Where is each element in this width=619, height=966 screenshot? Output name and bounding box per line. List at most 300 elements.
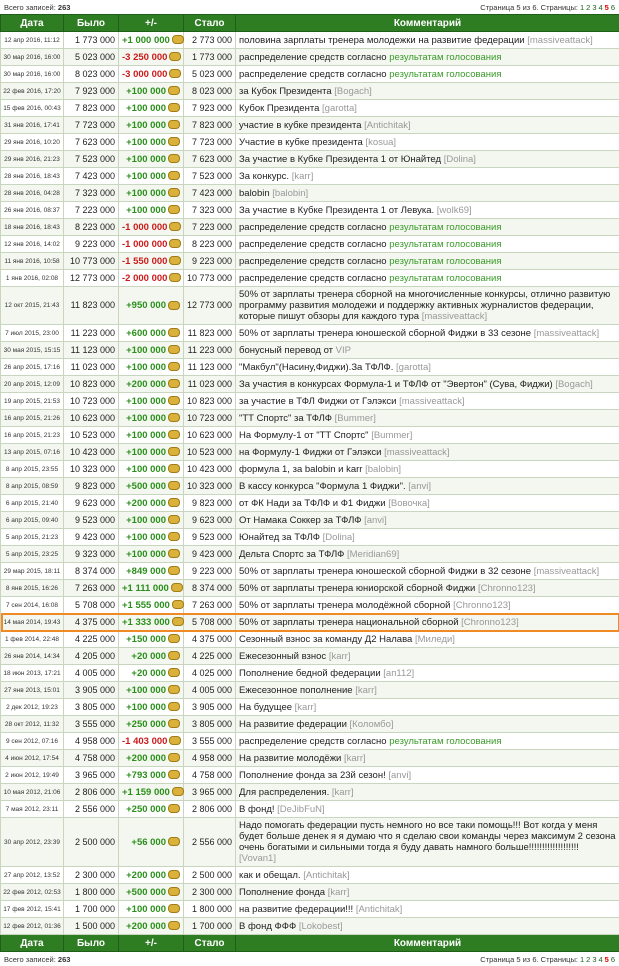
table-row [1,801,619,818]
row-delta [119,716,184,733]
row-delta [119,461,184,478]
row-before: 1 500 000 [64,918,119,935]
table-row [1,376,619,393]
row-comment-text: 50% от зарплаты тренера национальной сборной [239,617,459,628]
row-after: 12 773 000 [184,287,236,325]
row-delta [119,168,184,185]
row-date: 12 фев 2012, 01:36 [1,918,64,935]
row-comment [236,918,619,935]
coin-icon [168,668,180,677]
row-user[interactable]: [DeJibFuN] [277,804,325,815]
coin-icon [168,566,180,575]
top-bar [0,0,619,14]
table-row [1,818,619,867]
col-date: Дата [1,15,64,32]
row-delta-value: +100 000 [126,171,166,182]
row-comment [236,818,619,867]
table-row [1,393,619,410]
row-before: 7 423 000 [64,168,119,185]
row-delta [119,918,184,935]
row-after: 7 423 000 [184,185,236,202]
row-date: 17 фев 2012, 15:41 [1,901,64,918]
row-comment-text: участие в кубке президента [239,120,362,131]
row-before: 10 773 000 [64,253,119,270]
table-row [1,631,619,648]
row-delta [119,49,184,66]
row-date: 7 сен 2014, 16:08 [1,597,64,614]
row-date: 4 июн 2012, 17:54 [1,750,64,767]
row-before: 9 323 000 [64,546,119,563]
row-before: 9 223 000 [64,236,119,253]
row-user[interactable]: [Meridian69] [347,549,399,560]
table-row [1,495,619,512]
col-comment-foot: Комментарий [236,935,619,952]
row-user[interactable]: [Antichitak] [364,120,410,131]
pagination: Страница 5 из 6. Страницы: 1 2 3 4 5 6 [480,3,615,12]
coin-icon [168,345,180,354]
table-row [1,151,619,168]
row-delta [119,83,184,100]
row-after: 10 323 000 [184,478,236,495]
row-comment [236,580,619,597]
table-row [1,699,619,716]
row-user[interactable]: [massiveattack] [534,328,599,339]
table-row [1,287,619,325]
table-row [1,478,619,495]
row-delta [119,546,184,563]
row-before: 1 773 000 [64,32,119,49]
table-row [1,117,619,134]
row-user[interactable]: [Коломбо] [350,719,394,730]
row-date: 27 апр 2012, 13:52 [1,867,64,884]
row-user[interactable]: [Dolina] [323,532,355,543]
row-before: 10 623 000 [64,410,119,427]
row-comment-text: за участие в ТФЛ Фиджи от Гэлэкси [239,396,396,407]
row-user[interactable]: [garotta] [322,103,357,114]
table-row [1,202,619,219]
row-date: 22 фев 2012, 02:53 [1,884,64,901]
coin-icon [168,447,180,456]
voting-results-link[interactable]: результатам голосования [389,239,501,250]
coin-icon [168,86,180,95]
row-after: 5 708 000 [184,614,236,631]
row-before: 5 023 000 [64,49,119,66]
row-delta [119,580,184,597]
coin-icon [168,481,180,490]
row-user[interactable]: [Lokobest] [299,921,343,932]
table-row [1,918,619,935]
row-user[interactable]: [massiveattack] [422,311,487,322]
table-row [1,716,619,733]
row-comment-text: бонусный перевод от [239,345,333,356]
row-comment [236,901,619,918]
row-comment [236,716,619,733]
row-comment [236,359,619,376]
row-user[interactable]: [Bummer] [371,430,412,441]
row-user[interactable]: [karr] [329,651,351,662]
row-before: 9 423 000 [64,529,119,546]
table-row [1,614,619,631]
row-delta [119,733,184,750]
row-before: 10 423 000 [64,444,119,461]
row-delta [119,495,184,512]
row-before: 7 263 000 [64,580,119,597]
row-before: 10 323 000 [64,461,119,478]
row-comment-text: от ФК Нади за ТФЛФ и Ф1 Фиджи [239,498,386,509]
row-comment [236,614,619,631]
row-after: 10 773 000 [184,270,236,287]
row-delta-value: +20 000 [131,651,166,662]
row-user[interactable]: [karr] [344,753,366,764]
row-user[interactable]: [karr] [328,887,350,898]
page-link-5[interactable]: 5 [605,955,609,964]
row-after: 11 823 000 [184,325,236,342]
row-date: 12 апр 2016, 11:12 [1,32,64,49]
row-before: 1 800 000 [64,884,119,901]
row-comment-text: На развитие молодёжи [239,753,341,764]
voting-results-link[interactable]: результатам голосования [389,222,501,233]
row-date: 16 апр 2015, 21:26 [1,410,64,427]
row-date: 29 янв 2016, 10:20 [1,134,64,151]
row-user[interactable]: [massiveattack] [527,35,592,46]
coin-icon [168,921,180,930]
row-delta [119,117,184,134]
row-delta-value: +950 000 [126,300,166,311]
row-comment-text: От Намака Соккер за ТФЛФ [239,515,361,526]
row-after: 4 958 000 [184,750,236,767]
row-before: 7 523 000 [64,151,119,168]
page-link-4[interactable]: 4 [598,955,602,964]
voting-results-link[interactable]: результатам голосования [389,273,501,284]
row-before: 11 123 000 [64,342,119,359]
row-date: 10 мая 2012, 21:06 [1,784,64,801]
row-delta-value: +100 000 [126,702,166,713]
row-delta [119,427,184,444]
row-delta-value: +100 000 [126,154,166,165]
coin-icon [168,804,180,813]
coin-icon [168,753,180,762]
row-comment [236,512,619,529]
page-link-5[interactable]: 5 [605,3,609,12]
row-user[interactable]: [anvi] [364,515,387,526]
row-comment-text: распределение средств согласно [239,69,387,80]
table-row [1,901,619,918]
row-user[interactable]: [Vovan1] [239,853,276,864]
coin-icon [168,702,180,711]
voting-results-link[interactable]: результатам голосования [389,69,501,80]
row-delta [119,478,184,495]
row-delta-value: +200 000 [126,753,166,764]
row-delta-value: +500 000 [126,481,166,492]
row-comment-text: В кассу конкурса "Формула 1 Фиджи". [239,481,406,492]
row-delta [119,665,184,682]
row-comment [236,461,619,478]
row-before: 2 806 000 [64,784,119,801]
row-comment-text: на Формулу-1 Фиджи от Гэлэкси [239,447,381,458]
row-before: 4 205 000 [64,648,119,665]
row-after: 3 965 000 [184,784,236,801]
row-user[interactable]: [ап112] [383,668,414,679]
row-comment [236,83,619,100]
row-comment-text: 50% от зарплаты тренера юношеской сборной Фиджи в 32 сезоне [239,566,531,577]
row-user[interactable]: [balobin] [272,188,308,199]
row-comment-text: 50% от зарплаты тренера юниорской сборной Фиджи [239,583,475,594]
row-before: 10 823 000 [64,376,119,393]
row-comment-text: Пополнение бедной федерации [239,668,381,679]
row-before: 11 023 000 [64,359,119,376]
row-delta [119,767,184,784]
row-before: 3 805 000 [64,699,119,716]
row-before: 7 623 000 [64,134,119,151]
row-after: 9 623 000 [184,512,236,529]
page-link-1[interactable]: 1 [580,955,584,964]
row-date: 7 мая 2012, 23:11 [1,801,64,818]
row-date: 30 мая 2015, 15:15 [1,342,64,359]
coin-icon [168,301,180,310]
row-comment [236,32,619,49]
page-link-4[interactable]: 4 [598,3,602,12]
table-row [1,83,619,100]
row-user[interactable]: [massiveattack] [384,447,449,458]
row-user[interactable]: [garotta] [396,362,431,373]
row-comment-text: Юнайтед за ТФЛФ [239,532,320,543]
row-user[interactable]: [Chronno123] [461,617,519,628]
row-user[interactable]: [karr] [332,787,354,798]
row-comment-text: Ежесезонное пополнение [239,685,353,696]
row-comment-text: Для распределения. [239,787,329,798]
row-user[interactable]: [balobin] [365,464,401,475]
row-before: 4 005 000 [64,665,119,682]
table-row [1,325,619,342]
row-after: 2 806 000 [184,801,236,818]
table-row [1,461,619,478]
voting-results-link[interactable]: результатам голосования [389,52,501,63]
row-before: 4 225 000 [64,631,119,648]
row-user[interactable]: [Dolina] [444,154,476,165]
table-row [1,767,619,784]
row-after: 9 823 000 [184,495,236,512]
row-before: 1 700 000 [64,901,119,918]
coin-icon [172,617,184,626]
row-after: 11 123 000 [184,359,236,376]
row-delta-value: +100 000 [126,362,166,373]
row-comment-text: В фонд ФФФ [239,921,296,932]
col-delta-foot: +/- [119,935,184,952]
page-link-2[interactable]: 2 [586,955,590,964]
row-delta [119,784,184,801]
row-date: 26 янв 2016, 08:37 [1,202,64,219]
row-comment-text: распределение средств согласно [239,222,387,233]
coin-icon [168,362,180,371]
table-row [1,253,619,270]
table-row [1,867,619,884]
row-date: 26 янв 2014, 14:34 [1,648,64,665]
table-row [1,342,619,359]
row-delta-value: +100 000 [126,137,166,148]
voting-results-link[interactable]: результатам голосования [389,256,501,267]
table-row [1,168,619,185]
row-comment-text: За конкурс. [239,171,289,182]
row-comment-text: как и обещал. [239,870,301,881]
row-user[interactable]: [karr] [292,171,314,182]
row-user[interactable]: VIP [336,345,351,356]
row-comment [236,665,619,682]
row-user[interactable]: [karr] [355,685,377,696]
row-delta [119,134,184,151]
row-comment-text: 50% от зарплаты тренера молодёжной сборной [239,600,450,611]
row-user[interactable]: [anvi] [388,770,411,781]
voting-results-link[interactable]: результатам голосования [389,736,501,747]
row-delta-value: +500 000 [126,887,166,898]
coin-icon [168,887,180,896]
row-user[interactable]: [wolk69] [437,205,472,216]
row-before: 2 556 000 [64,801,119,818]
row-delta [119,818,184,867]
page-link-3[interactable]: 3 [592,3,596,12]
table-row [1,219,619,236]
row-comment-text: "Макбул"(Насину,Фиджи).За ТФЛФ. [239,362,393,373]
row-delta-value: +1 111 000 [122,583,169,594]
col-date-foot: Дата [1,935,64,952]
col-before-foot: Было [64,935,119,952]
row-comment [236,100,619,117]
row-delta-value: +100 000 [126,345,166,356]
row-user[interactable]: [Antichitak] [356,904,402,915]
row-delta [119,325,184,342]
coin-icon [168,532,180,541]
coin-icon [169,69,181,78]
row-user[interactable]: [anvi] [408,481,431,492]
row-comment [236,202,619,219]
row-delta-value: +100 000 [126,188,166,199]
row-user[interactable]: [Миледи] [415,634,455,645]
row-user[interactable]: [Вовочка] [388,498,430,509]
row-delta [119,648,184,665]
row-comment-text: распределение средств согласно [239,239,387,250]
row-delta [119,682,184,699]
row-comment [236,49,619,66]
table-row [1,410,619,427]
row-before: 11 823 000 [64,287,119,325]
row-after: 10 523 000 [184,444,236,461]
page-link-3[interactable]: 3 [592,955,596,964]
row-after: 7 623 000 [184,151,236,168]
col-before: Было [64,15,119,32]
row-after: 8 374 000 [184,580,236,597]
row-comment [236,563,619,580]
col-after-foot: Стало [184,935,236,952]
row-after: 9 223 000 [184,563,236,580]
row-user[interactable]: [Chronno123] [453,600,511,611]
row-comment [236,66,619,83]
row-user[interactable]: [kosua] [365,137,396,148]
row-comment [236,784,619,801]
table-row [1,682,619,699]
row-comment-text: 50% от зарплаты тренера сборной на многочисленные конкурсы, отлично развитую программу развития молодежи и поддержку активных журналистов федерации, которые пишут обзоры для каждого тура [239,289,610,322]
row-user[interactable]: [Antichitak] [303,870,349,881]
coin-icon [168,205,180,214]
row-delta [119,699,184,716]
coin-icon [169,736,181,745]
row-comment-text: на развитие федерации!!! [239,904,353,915]
row-user[interactable]: [Bogach] [334,86,372,97]
row-after: 2 773 000 [184,32,236,49]
row-delta-value: +100 000 [126,549,166,560]
row-after: 8 223 000 [184,236,236,253]
row-comment-text: Сезонный взнос за команду Д2 Налава [239,634,412,645]
page-link-1[interactable]: 1 [580,3,584,12]
row-user[interactable]: [karr] [295,702,317,713]
row-after: 10 623 000 [184,427,236,444]
row-after: 7 923 000 [184,100,236,117]
row-user[interactable]: [Chronno123] [478,583,536,594]
row-date: 30 мар 2016, 16:00 [1,49,64,66]
row-user[interactable]: [massiveattack] [534,566,599,577]
row-comment-text: На Формулу-1 от "ТТ Спортс" [239,430,369,441]
row-delta [119,884,184,901]
row-date: 30 мар 2016, 16:00 [1,66,64,83]
row-delta-value: -1 403 000 [122,736,167,747]
row-comment-text: На будущее [239,702,292,713]
row-before: 7 323 000 [64,185,119,202]
pagination-bottom: Страница 5 из 6. Страницы: 1 2 3 4 5 6 [480,955,615,964]
row-delta-value: +1 555 000 [122,600,170,611]
row-delta-value: -3 000 000 [122,69,167,80]
coin-icon [168,188,180,197]
row-comment [236,376,619,393]
page-link-6[interactable]: 6 [611,3,615,12]
row-after: 11 223 000 [184,342,236,359]
row-delta [119,287,184,325]
row-delta-value: +1 000 000 [122,35,170,46]
row-after: 10 423 000 [184,461,236,478]
row-user[interactable]: [Bogach] [555,379,593,390]
page-link-2[interactable]: 2 [586,3,590,12]
row-date: 30 апр 2012, 23:39 [1,818,64,867]
row-user[interactable]: [massiveattack] [399,396,464,407]
row-delta [119,597,184,614]
row-after: 2 556 000 [184,818,236,867]
row-comment-text: "ТТ Спортс" за ТФЛФ [239,413,332,424]
row-comment-text: Дельта Спортс за ТФЛФ [239,549,344,560]
table-row [1,597,619,614]
page-link-6[interactable]: 6 [611,955,615,964]
coin-icon [172,35,184,44]
footer-row [1,935,619,952]
row-delta-value: +100 000 [126,396,166,407]
row-after: 11 023 000 [184,376,236,393]
coin-icon [169,256,181,265]
row-before: 3 555 000 [64,716,119,733]
coin-icon [168,464,180,473]
row-before: 7 223 000 [64,202,119,219]
row-after: 3 805 000 [184,716,236,733]
row-delta [119,66,184,83]
row-comment [236,253,619,270]
row-after: 1 800 000 [184,901,236,918]
row-comment [236,236,619,253]
row-comment [236,648,619,665]
row-user[interactable]: [Bummer] [335,413,376,424]
row-before: 4 758 000 [64,750,119,767]
row-comment [236,631,619,648]
col-comment: Комментарий [236,15,619,32]
row-delta-value: +200 000 [126,870,166,881]
row-comment [236,410,619,427]
row-after: 9 523 000 [184,529,236,546]
row-comment [236,219,619,236]
row-delta [119,253,184,270]
